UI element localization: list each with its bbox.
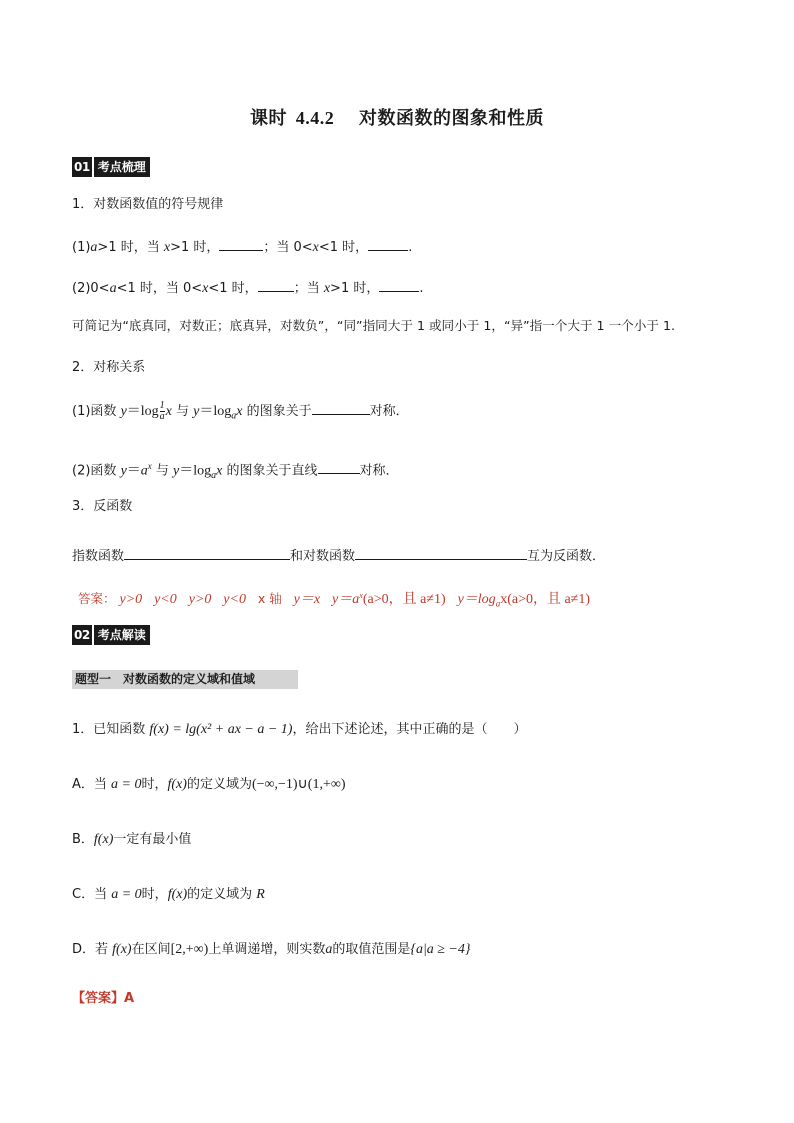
item2-line2: (2)函数 $y=a^x$ 与 $y=\log_ax$ 的图象关于直线 对称． (72, 461, 399, 481)
item1-note: 可简记为“底真同，对数正；底真异，对数负”，“同”指同大于 1 或同小于 1，“异”指一个大于 1 一个小于 1. (72, 318, 675, 333)
item3-line: 指数函数 和对数函数 互为反函数． (72, 545, 605, 567)
blank (258, 277, 294, 292)
option-c: C．当 a = 0时，f(x)的定义域为 R (72, 887, 265, 902)
blank (124, 545, 290, 560)
blank (312, 400, 370, 415)
section-2-label: 考点解读 (94, 625, 150, 645)
item2-heading: 2．对称关系 (72, 360, 146, 375)
section-1-number: 01 (72, 157, 92, 177)
item2-line1: (1)函数 y＝log $\frac{1}{a}$ x 与 $y=\log_ax$ 的图象关于 对称． (72, 400, 409, 422)
item3-heading: 3．反函数 (72, 499, 133, 514)
blank (379, 277, 419, 292)
item1-line2: (2)0<a<1 时，当 0<x<1 时， ；当 x>1 时， . (72, 277, 423, 299)
title-text: 对数函数的图象和性质 (359, 108, 545, 129)
item1-heading: 1．对数函数值的符号规律 (72, 197, 224, 212)
blank (368, 236, 408, 251)
section-1-label: 考点梳理 (94, 157, 150, 177)
option-d: D．若 f(x)在区间[2,+∞)上单调递增，则实数a的取值范围是{a|a ≥ −4} (72, 942, 471, 957)
answer-2: 【答案】A (72, 991, 135, 1006)
option-a: A．当 a = 0时，f(x)的定义域为(−∞,−1)∪(1,+∞) (72, 777, 346, 792)
blank (318, 459, 360, 474)
page-title (0, 104, 794, 130)
fraction-one-over-a: $\frac{1}{a}$ (159, 400, 165, 422)
section-2-number: 02 (72, 625, 92, 645)
section-badge-1 (72, 157, 150, 177)
blank (219, 236, 263, 251)
answer-1: 答案： y>0 y<0 y>0 y<0 x 轴 y＝x $y=a^x(a>0$，且 a≠1) $y=\log_ax(a>0$，且 a≠1) (78, 591, 591, 609)
type-bar: 题型一 对数函数的定义域和值域 (72, 670, 298, 689)
item1-line1: (1)a>1 时，当 x>1 时， ；当 0<x<1 时， . (72, 236, 412, 258)
option-b: B．f(x)一定有最小值 (72, 832, 192, 847)
section-badge-2 (72, 625, 150, 645)
question-stem: 1．已知函数 f(x) = lg(x² + ax − a − 1)，给出下述论述，其中正确的是（ ） (72, 722, 527, 737)
title-number: 4.4.2 (295, 108, 335, 128)
title-prefix: 课时 (249, 108, 287, 129)
blank (355, 545, 527, 560)
